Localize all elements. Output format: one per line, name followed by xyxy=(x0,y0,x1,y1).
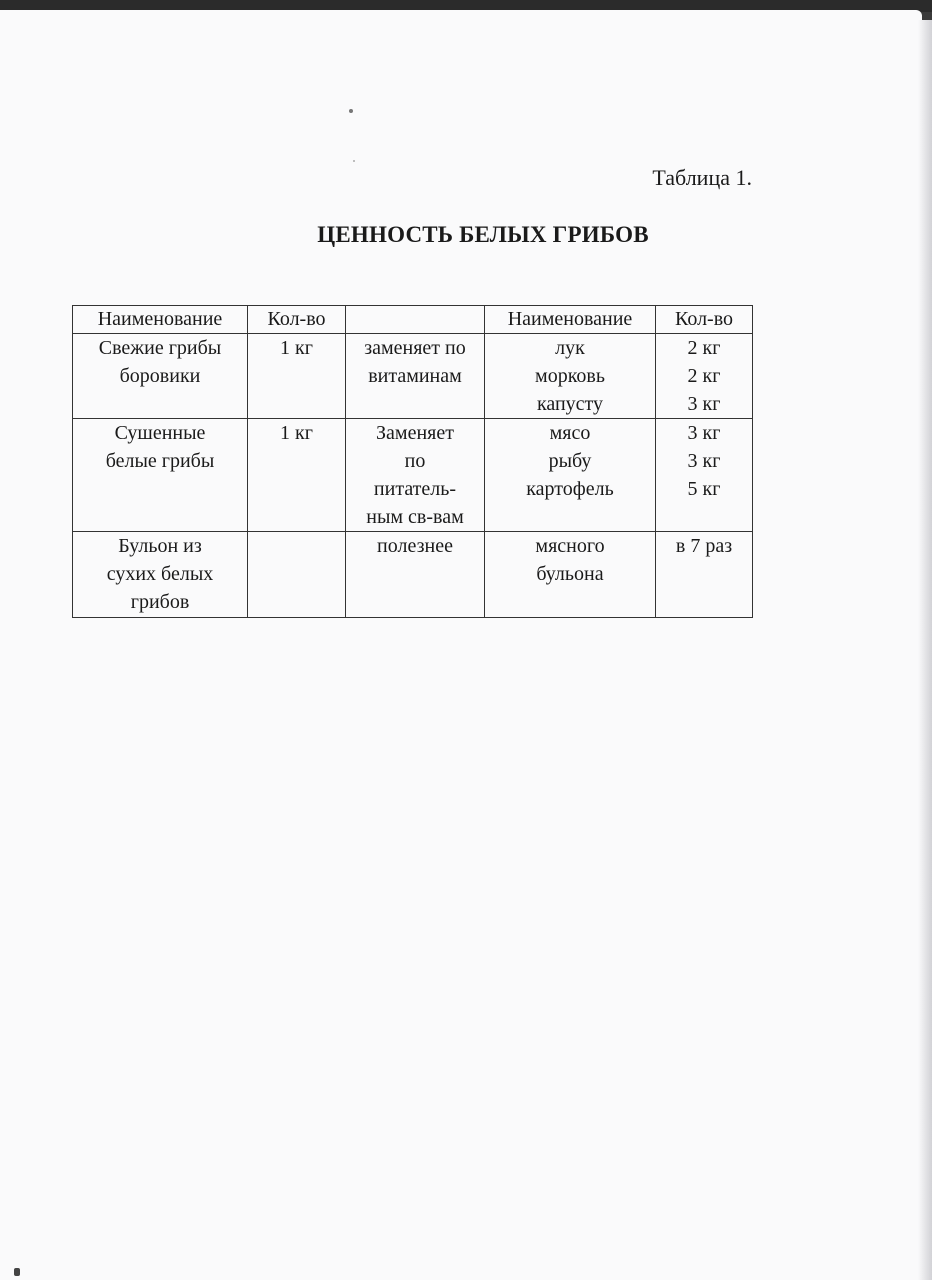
relation-cell xyxy=(346,334,485,419)
items-cell xyxy=(485,532,656,618)
cell-line: 1 кг xyxy=(280,337,313,359)
cell-line: полезнее xyxy=(377,535,453,557)
cell-line: в 7 раз xyxy=(675,535,733,557)
cell-line: грибов xyxy=(130,591,190,613)
relation-cell xyxy=(346,532,485,618)
scan-mark xyxy=(14,1268,20,1276)
cell-line: Бульон из xyxy=(118,535,202,557)
header-name-2: Наименование xyxy=(485,306,656,334)
table-row xyxy=(73,334,753,419)
product-cell xyxy=(73,532,248,618)
cell-line: мясного xyxy=(535,535,605,557)
cell-line: Заменяет xyxy=(376,422,454,444)
cell-line: витаминам xyxy=(368,365,462,387)
amounts-cell xyxy=(656,532,753,618)
document-title: ЦЕННОСТЬ БЕЛЫХ ГРИБОВ xyxy=(317,222,649,247)
product-cell xyxy=(73,334,248,419)
cell-line: капусту xyxy=(536,393,604,415)
scan-speck xyxy=(353,160,355,162)
cell-line: бульона xyxy=(536,563,604,585)
cell-line: 1 кг xyxy=(280,422,313,444)
table-header-row xyxy=(73,306,753,334)
quantity-cell xyxy=(248,419,346,532)
cell-line: 2 кг xyxy=(687,365,721,387)
cell-line: питатель- xyxy=(373,478,457,500)
table-row xyxy=(73,419,753,532)
cell-line: Сушенные xyxy=(114,422,206,444)
header-quantity-2: Кол-во xyxy=(656,306,753,334)
cell-line: по xyxy=(404,450,426,472)
cell-line: Свежие грибы xyxy=(98,337,222,359)
table-caption: Таблица 1. xyxy=(652,165,752,190)
cell-line: заменяет по xyxy=(364,337,466,359)
cell-line: лук xyxy=(555,337,585,359)
header-relation xyxy=(346,306,485,334)
relation-cell xyxy=(346,419,485,532)
cell-line: белые грибы xyxy=(105,450,215,472)
table-row xyxy=(73,532,753,618)
header-quantity: Кол-во xyxy=(248,306,346,334)
quantity-cell xyxy=(248,532,346,618)
cell-line: рыбу xyxy=(548,450,592,472)
amounts-cell xyxy=(656,419,753,532)
cell-line: 3 кг xyxy=(687,393,721,415)
cell-line: сухих белых xyxy=(106,563,214,585)
product-cell xyxy=(73,419,248,532)
cell-line: 2 кг xyxy=(687,337,721,359)
scan-right-shadow xyxy=(918,20,932,1280)
header-name: Наименование xyxy=(73,306,248,334)
cell-line: боровики xyxy=(119,365,201,387)
cell-line: картофель xyxy=(526,478,614,500)
cell-line: морковь xyxy=(535,365,605,387)
cell-line: ным св-вам xyxy=(366,506,464,528)
items-cell xyxy=(485,334,656,419)
mushroom-value-table xyxy=(72,305,753,618)
cell-line: 5 кг xyxy=(687,478,721,500)
amounts-cell xyxy=(656,334,753,419)
scan-speck xyxy=(349,109,353,113)
cell-line: 3 кг xyxy=(687,450,721,472)
items-cell xyxy=(485,419,656,532)
cell-line: мясо xyxy=(549,422,591,444)
paper-sheet xyxy=(0,10,922,1280)
cell-line: 3 кг xyxy=(687,422,721,444)
quantity-cell xyxy=(248,334,346,419)
